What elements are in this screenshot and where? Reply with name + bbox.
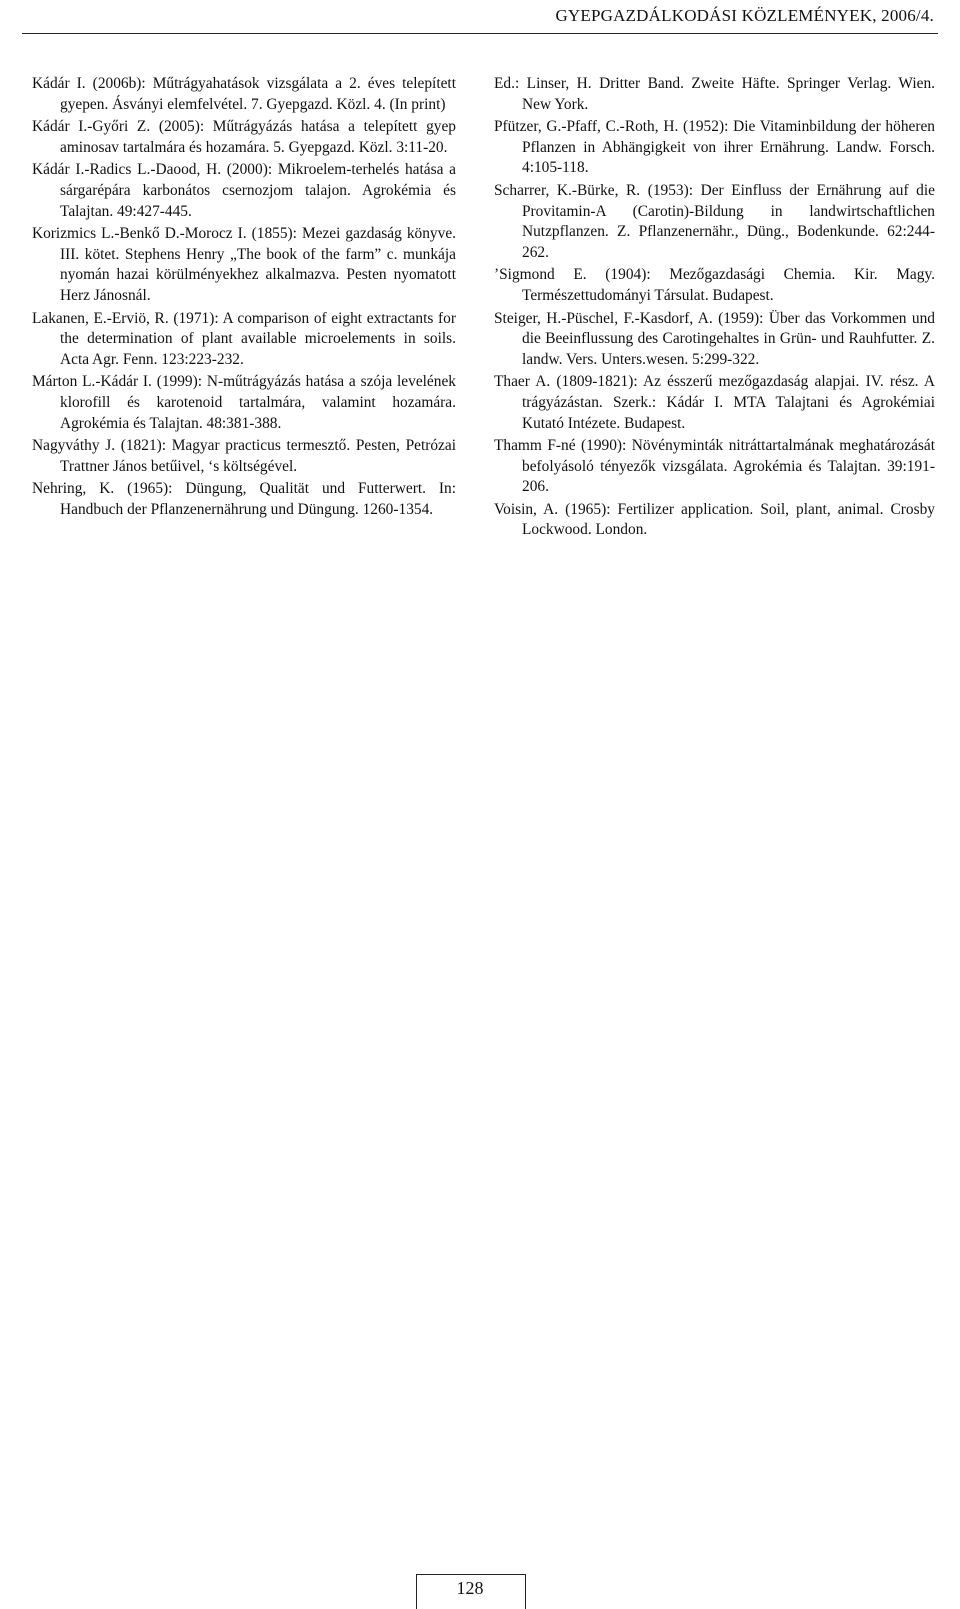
reference-entry: Kádár I. (2006b): Műtrágyahatások vizsgálata a 2. éves telepített gyepen. Ásványi elemfelvétel. 7. Gyepgazd. Közl. 4. (In print) <box>32 75 456 113</box>
reference-entry: Thaer A. (1809-1821): Az ésszerű mezőgazdaság alapjai. IV. rész. A trágyázástan. Szerk.: Kádár I. MTA Talajtani és Agrokémiai Kutató Intézete. Budapest. <box>494 373 935 432</box>
running-header: GYEPGAZDÁLKODÁSI KÖZLEMÉNYEK, 2006/4. <box>555 6 934 25</box>
reference-entry: Nehring, K. (1965): Düngung, Qualität und Futterwert. In: Handbuch der Pflanzenernährung und Düngung. 1260-1354. <box>32 480 456 518</box>
header-rule <box>22 33 938 34</box>
reference-entry: Lakanen, E.-Erviö, R. (1971): A comparison of eight extractants for the determination of plant available microelements in soils. Acta Agr. Fenn. 123:223-232. <box>32 309 456 368</box>
reference-entry: Scharrer, K.-Bürke, R. (1953): Der Einfluss der Ernährung auf die Provitamin-A (Carotin)-Bildung in landwirtschaftlichen Nutzpflanzen. Z. Pflanzenernähr., Düng., Bodenkunde. 62:244-262. <box>494 181 935 261</box>
reference-entry: Thamm F-né (1990): Növényminták nitráttartalmának meghatározását befolyásoló tényezők vizsgálata. Agrokémia és Talajtan. 39:191-206. <box>494 437 935 496</box>
reference-entry: Steiger, H.-Püschel, F.-Kasdorf, A. (1959): Über das Vorkommen und die Beeinflussung des Carotingehaltes in Grün- und Rauhfutter. Z. landw. Vers. Unters.wesen. 5:299-322. <box>494 309 935 368</box>
reference-entry: Korizmics L.-Benkő D.-Morocz I. (1855): Mezei gazdaság könyve. III. kötet. Stephens Henry „The book of the farm” c. munkája nyomán hazai körülményekhez alkalmazva. Pesten nyomatott Herz Jánosnál. <box>32 225 456 304</box>
reference-entry: Pfützer, G.-Pfaff, C.-Roth, H. (1952): Die Vitaminbildung der höheren Pflanzen in Abhängigkeit von ihrer Ernährung. Landw. Forsch. 4:105-118. <box>494 118 935 177</box>
reference-entry: Voisin, A. (1965): Fertilizer application. Soil, plant, animal. Crosby Lockwood. London. <box>494 500 935 539</box>
reference-entry: Kádár I.-Radics L.-Daood, H. (2000): Mikroelem-terhelés hatása a sárgarépára karbonátos csernozjom talajon. Agrokémia és Talajtan. 49:427-445. <box>32 161 456 220</box>
reference-entry-continued: Ed.: Linser, H. Dritter Band. Zweite Häfte. Springer Verlag. Wien. New York. <box>494 75 935 113</box>
reference-entry: ’Sigmond E. (1904): Mezőgazdasági Chemia. Kir. Magy. Természettudományi Társulat. Budapest. <box>494 266 935 304</box>
references-left-column <box>32 74 456 522</box>
reference-entry: Nagyváthy J. (1821): Magyar practicus termesztő. Pesten, Petrózai Trattner János betűivel, ‘s költségével. <box>32 437 456 475</box>
reference-entry: Márton L.-Kádár I. (1999): N-műtrágyázás hatása a szója levelének klorofill és karotenoid tartalmára, valamint hozamára. Agrokémia és Talajtan. 48:381-388. <box>32 373 456 432</box>
references-right-column <box>494 74 935 543</box>
reference-entry: Kádár I.-Győri Z. (2005): Műtrágyázás hatása a telepített gyep aminosav tartalmára és hozamára. 5. Gyepgazd. Közl. 3:11-20. <box>32 118 456 156</box>
page-number: 128 <box>456 1578 484 1598</box>
